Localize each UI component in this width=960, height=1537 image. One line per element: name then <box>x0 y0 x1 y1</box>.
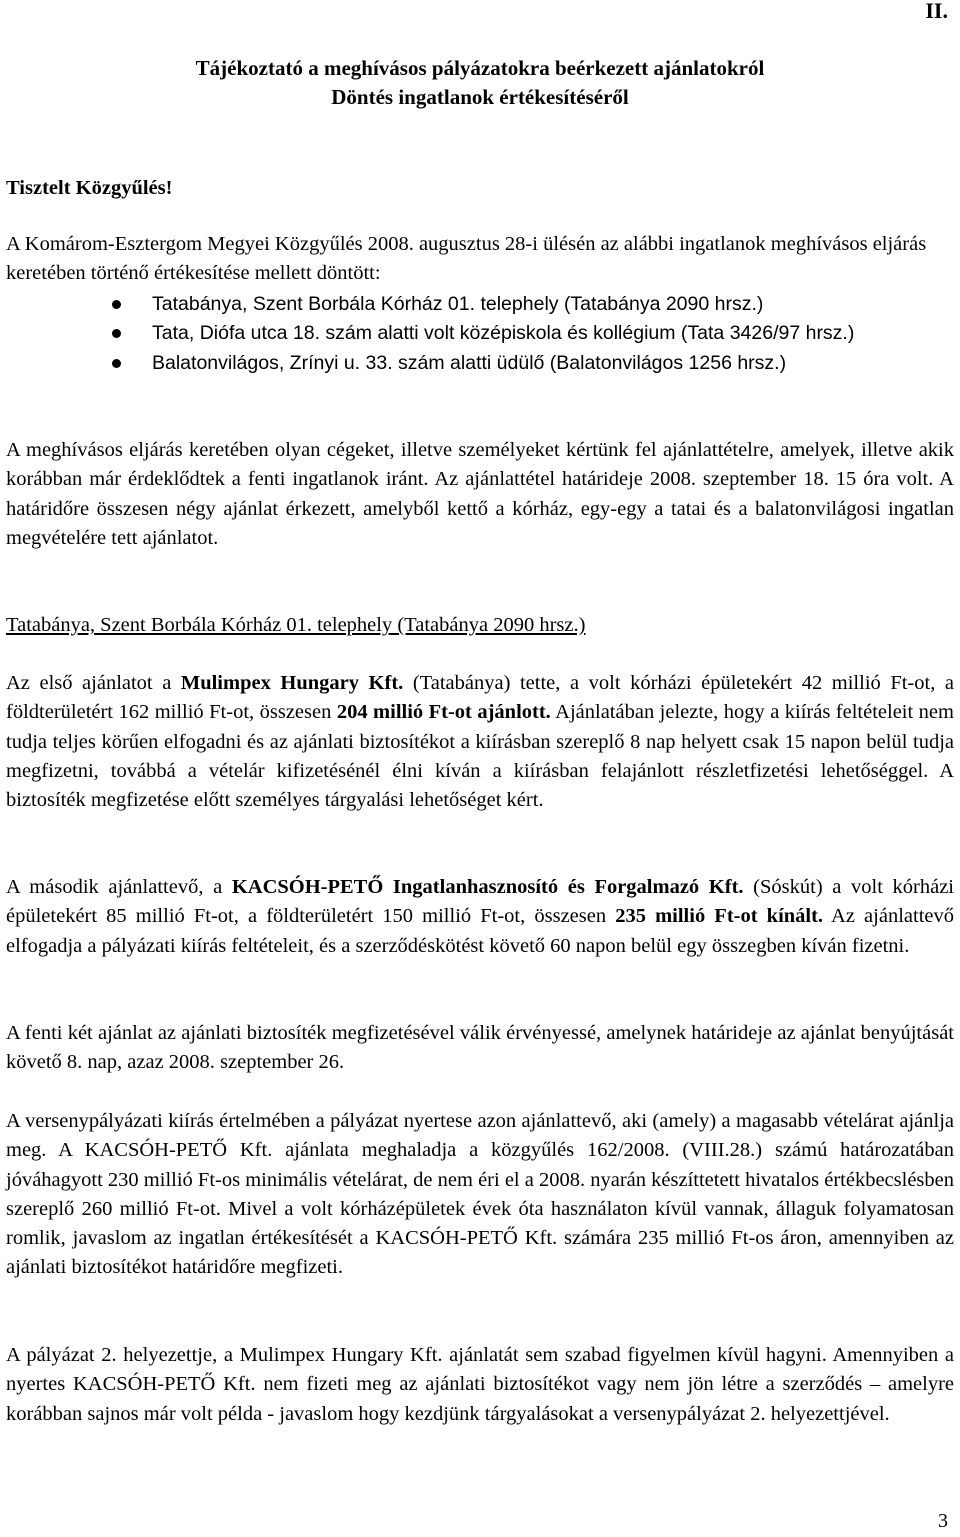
list-item-text: Balatonvilágos, Zrínyi u. 33. szám alatti üdülő (Balatonvilágos 1256 hrsz.) <box>152 351 787 374</box>
list-item <box>0 290 955 319</box>
document-subtitle: Döntés ingatlanok értékesítéséről <box>331 85 629 109</box>
bullet-icon <box>112 300 121 309</box>
list-item-text: Tatabánya, Szent Borbála Kórház 01. telephely (Tatabánya 2090 hrsz.) <box>152 293 764 315</box>
bullet-icon <box>112 329 121 338</box>
offer-amount: 204 millió Ft-ot ajánlott. <box>336 701 551 724</box>
list-item-text: Tata, Diófa utca 18. szám alatti volt középiskola és kollégium (Tata 3426/97 hrsz.) <box>152 322 855 345</box>
text-run: (Tatabánya) tette, a volt kórházi épületekért 42 millió Ft-ot, a földterületért 162 millió Ft-ot, összesen <box>6 672 954 724</box>
first-offer-paragraph <box>6 669 954 815</box>
text-run: Az ajánlattevő elfogadja a pályázati kiírás feltételeit, és a szerződéskötést követő 60 napon belül egy összegben kíván fizetni. <box>6 905 954 957</box>
validity-paragraph: A fenti két ajánlat az ajánlati biztosíték megfizetésével válik érvényessé, amelynek határideje az ajánlat benyújtását követő 8. nap, azaz 2008. szeptember 26. <box>6 1022 954 1074</box>
recommendation-paragraph: A versenypályázati kiírás értelmében a pályázat nyertese azon ajánlattevő, aki (amely) a magasabb vételárat ajánlja meg. A KACSÓH-PETŐ Kft. ajánlata meghaladja a közgyűlés 162/2008. (VIII.28.) számú határozatában jóváhagyott 230 millió Ft-os minimális vételárat, de nem éri el a 2008. nyarán készíttetett hivatalos értékbecslésben szereplő 260 millió Ft-ot. Mivel a volt kórházépületek évek óta használaton kívül vannak, állaguk folyamatosan romlik, javaslom az ingatlan értékesítését a KACSÓH-PETŐ Kft. számára 235 millió Ft-os áron, amennyiben az ajánlati biztosítékot határidőre megfizeti. <box>6 1110 954 1279</box>
bidder-name: Mulimpex Hungary Kft. <box>180 672 404 694</box>
text-run: Ajánlatában jelezte, hogy a kiírás feltételeit nem tudja teljes körűen elfogadni és az ajánlati biztosítékot a kiírásban szereplő 8 nap helyett csak 15 napon belül tudja megfizetni, továbbá a vételár kifizetésénél élni kíván a kiírásban felajánlott részletfizetési lehetőséggel. A biztosíték megfizetése előtt személyes tárgyalási lehetőséget kért. <box>6 701 954 812</box>
salutation: Tisztelt Közgyűlés! <box>6 177 173 199</box>
bidder-name: KACSÓH-PETŐ Ingatlanhasznosító és Forgalmazó Kft. <box>231 876 744 898</box>
runner-up-paragraph: A pályázat 2. helyezettje, a Mulimpex Hungary Kft. ajánlatát sem szabad figyelmen kívül hagyni. Amennyiben a nyertes KACSÓH-PETŐ Kft. nem fizeti meg az ajánlati biztosítékot vagy nem jön létre a szerződés – amelyre korábban sajnos már volt példa - javaslom hogy kezdjünk tárgyalásokat a versenypályázat 2. helyezettjével. <box>6 1344 954 1425</box>
text-run: Az első ajánlatot a <box>6 672 181 694</box>
intro-paragraph: A Komárom-Esztergom Megyei Közgyűlés 2008. augusztus 28-i ülésén az alábbi ingatlanok meghívásos eljárás keretében történő értékesítése mellett döntött: <box>6 233 927 285</box>
text-run: (Sóskút) a volt kórházi épületekért 85 millió Ft-ot, a földterületért 150 millió Ft-ot, összesen <box>6 876 954 928</box>
section-number: II. <box>925 0 948 23</box>
offer-amount: 235 millió Ft-ot kínált. <box>615 905 824 928</box>
property-list <box>0 290 955 378</box>
list-item <box>0 349 955 378</box>
bullet-icon <box>112 359 121 368</box>
page-number: 3 <box>938 1510 948 1532</box>
document-title: Tájékoztató a meghívásos pályázatokra beérkezett ajánlatokról <box>195 56 765 80</box>
text-run: A második ajánlattevő, a <box>6 876 232 898</box>
second-offer-paragraph <box>6 873 954 961</box>
section-heading: Tatabánya, Szent Borbála Kórház 01. telephely (Tatabánya 2090 hrsz.) <box>6 614 586 636</box>
procedure-paragraph: A meghívásos eljárás keretében olyan cégeket, illetve személyeket kértünk fel ajánlattételre, amelyek, illetve akik korábban már érdeklődtek a fenti ingatlanok iránt. Az ajánlattétel határideje 2008. szeptember 18. 15 óra volt. A határidőre összesen négy ajánlat érkezett, amelyből kettő a kórház, egy-egy a tatai és a balatonvilágosi ingatlan megvételére tett ajánlatot. <box>6 439 954 549</box>
list-item <box>0 319 955 348</box>
